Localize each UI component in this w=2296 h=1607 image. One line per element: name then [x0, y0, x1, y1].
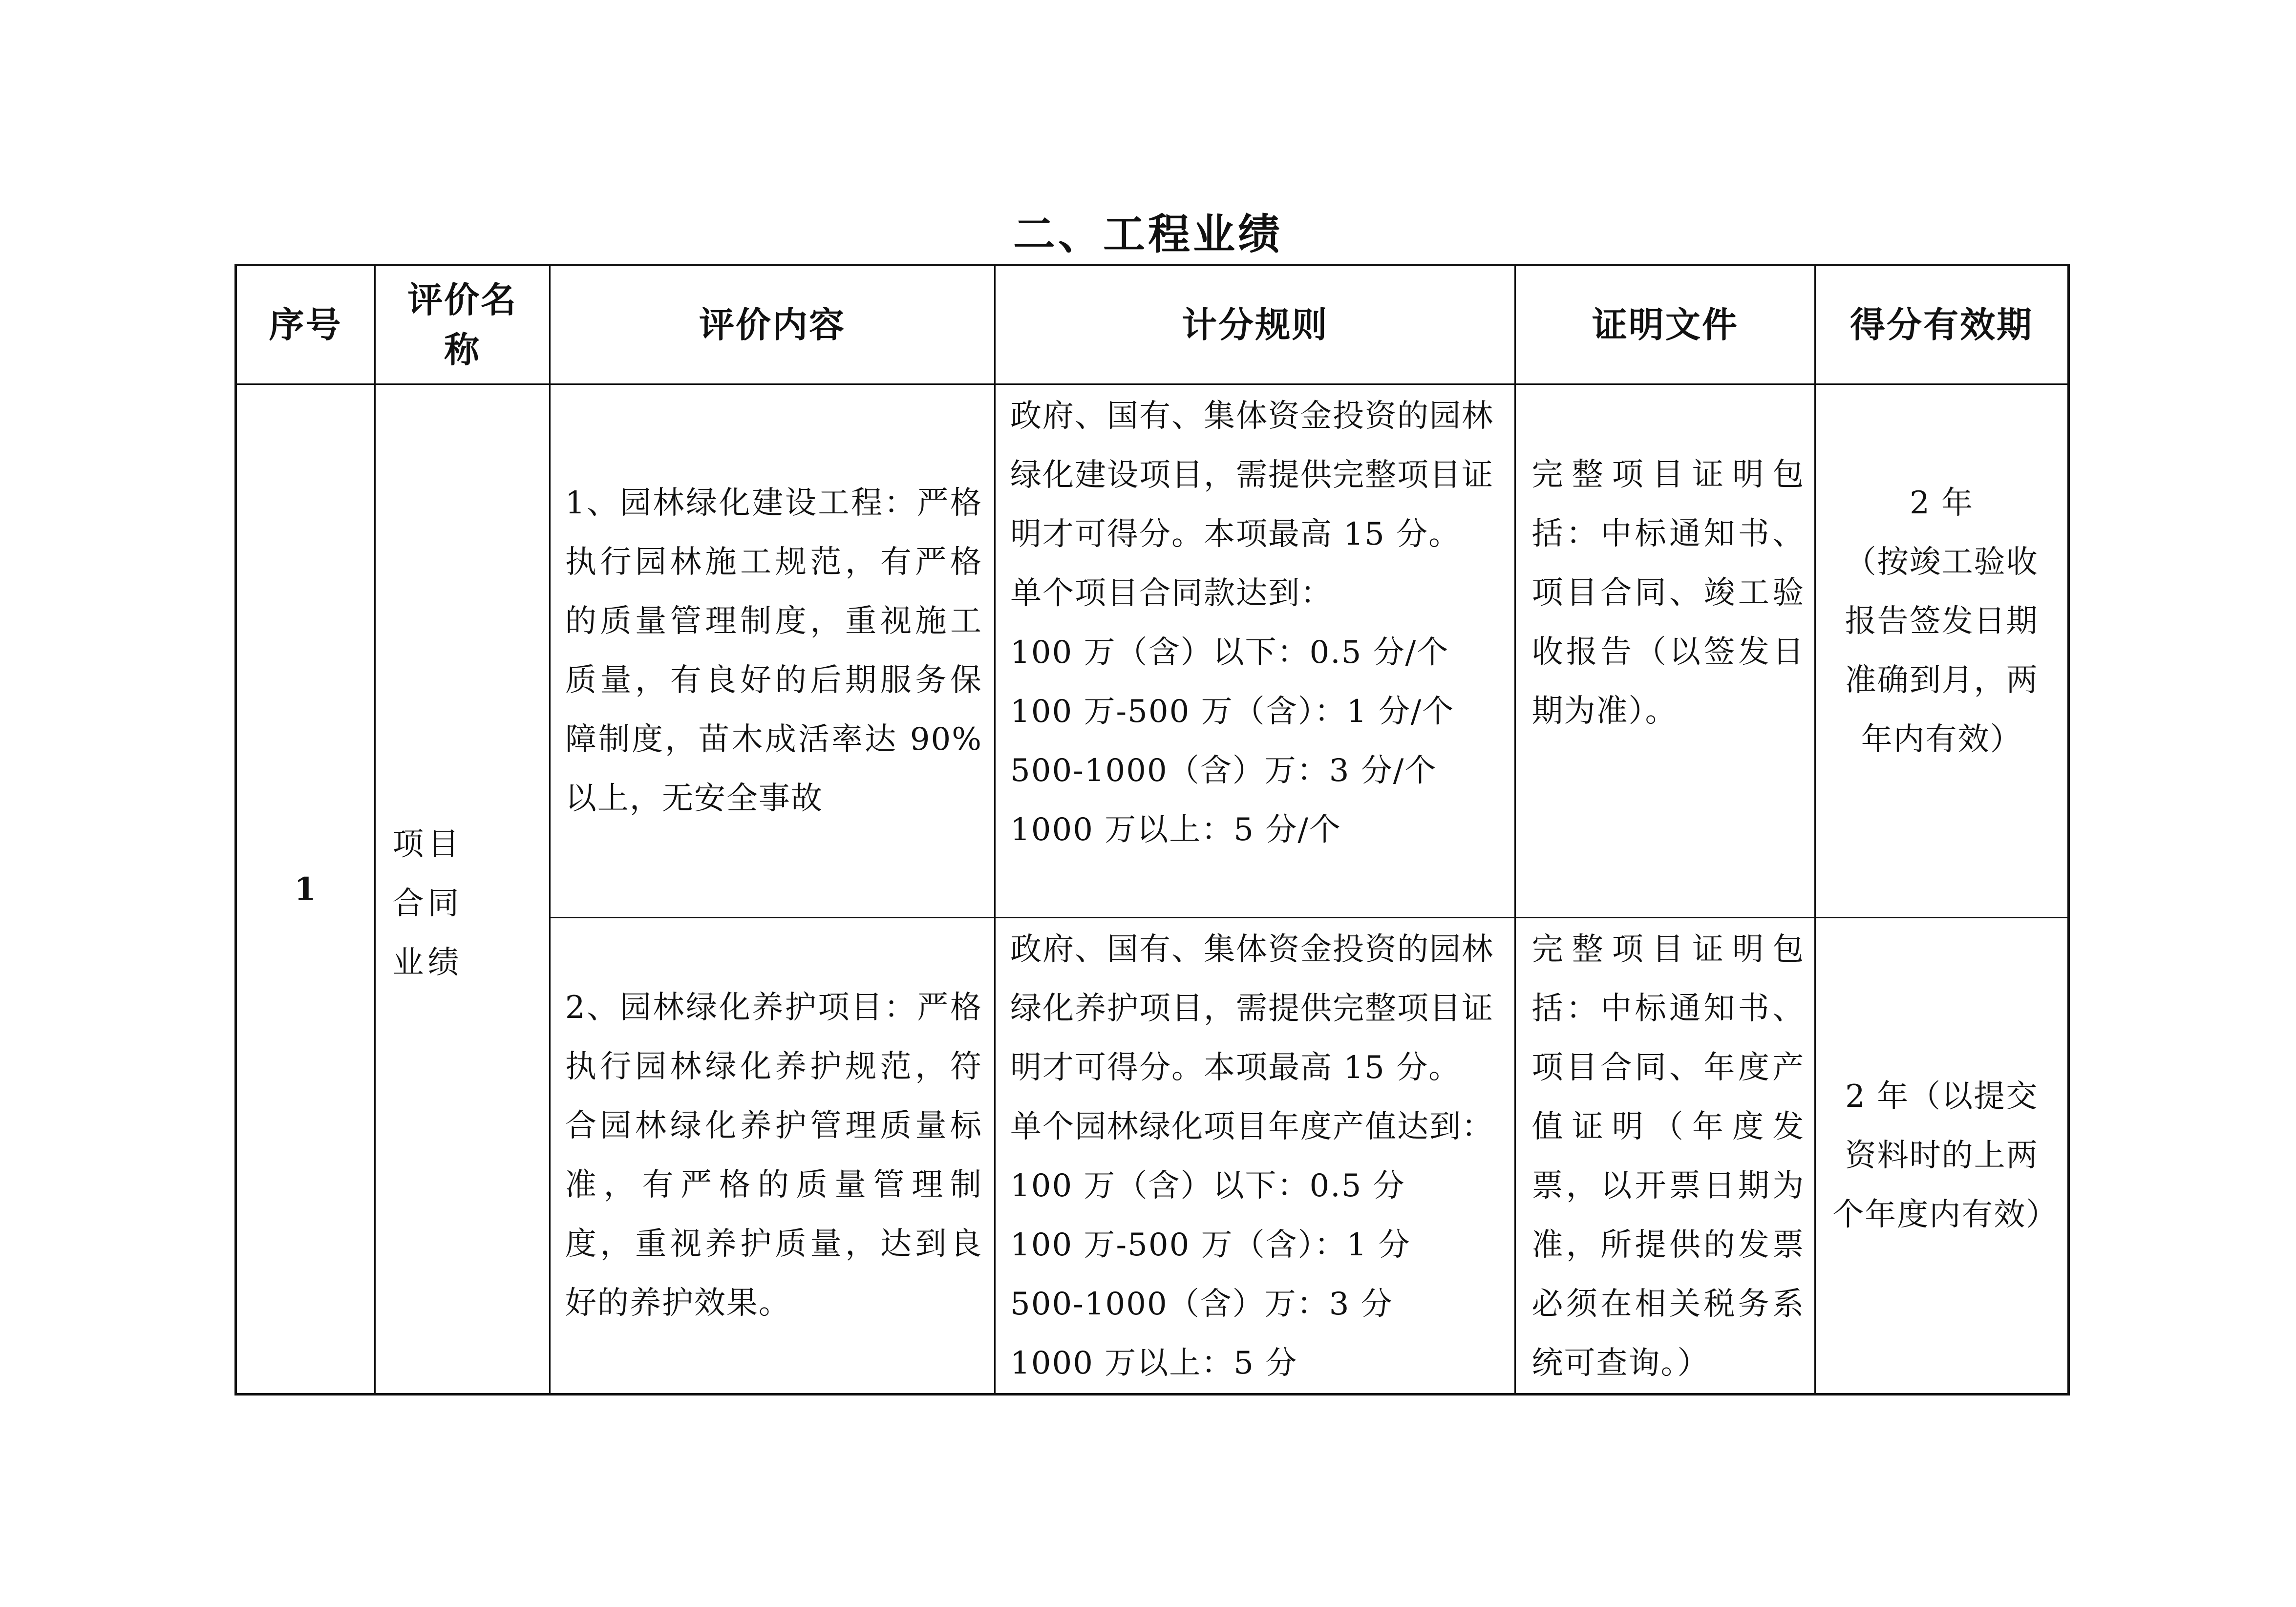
item-1-proof-text: 完整项目证明包括：中标通知书、项目合同、竣工验收报告（以签发日期为准）。 — [1531, 457, 1805, 729]
item-2-rule-line: 明才可得分。本项最高 15 分。 — [1010, 1050, 1461, 1086]
row-name — [375, 384, 550, 1395]
item-1-rule-line: 绿化建设项目，需提供完整项目证 — [1010, 457, 1494, 493]
item-1-content-text: 1、园林绿化建设工程：严格执行园林施工规范，有严格的质量管理制度，重视施工质量，有良好的后期服务保障制度，苗木成活率达 90%以上，无安全事故 — [565, 485, 983, 817]
header-validity: 得分有效期 — [1815, 265, 2069, 384]
header-name — [375, 265, 550, 384]
item-1-rule-line: 政府、国有、集体资金投资的园林 — [1010, 398, 1494, 434]
page-title: 二、工程业绩 — [1013, 210, 1283, 259]
item-1-rule-line: 100 万（含）以下：0.5 分/个 — [1010, 634, 1449, 671]
evaluation-table — [234, 264, 2070, 1396]
item-1-content — [550, 384, 995, 918]
item-1-rule-line: 100 万-500 万（含）：1 分/个 — [1010, 694, 1455, 730]
item-1-validity — [1815, 384, 2069, 918]
header-proof: 证明文件 — [1515, 265, 1815, 384]
item-2-validity-text: 2 年（以提交资料时的上两个年度内有效） — [1832, 1078, 2059, 1233]
item-2-validity — [1815, 918, 2069, 1395]
header-index: 序号 — [236, 265, 375, 384]
table-row — [236, 384, 2069, 918]
row-index: 1 — [236, 384, 375, 1395]
item-1-validity-year: 2 年 — [1910, 485, 1974, 521]
item-2-rule-line: 单个园林绿化项目年度产值达到： — [1010, 1109, 1494, 1145]
item-2-rules — [995, 918, 1515, 1395]
item-1-proof — [1515, 384, 1815, 918]
item-2-content — [550, 918, 995, 1395]
header-content: 评价内容 — [550, 265, 995, 384]
item-2-content-text: 2、园林绿化养护项目：严格执行园林绿化养护规范，符合园林绿化养护管理质量标准，有严格的质量管理制度，重视养护质量，达到良好的养护效果。 — [565, 990, 983, 1321]
header-name-text: 评价名称 — [407, 279, 518, 370]
item-2-proof-text: 完整项目证明包括：中标通知书、项目合同、年度产值证明（年度发票，以开票日期为准，所提供的发票必须在相关税务系统可查询。） — [1531, 931, 1805, 1381]
item-2-rule-line: 500-1000（含）万：3 分 — [1010, 1286, 1393, 1322]
item-1-validity-note: （按竣工验收报告签发日期准确到月，两年内有效） — [1845, 544, 2039, 758]
item-2-rule-line: 100 万-500 万（含）：1 分 — [1010, 1227, 1411, 1263]
item-1-rule-line: 明才可得分。本项最高 15 分。 — [1010, 516, 1461, 552]
item-2-rule-line: 政府、国有、集体资金投资的园林 — [1010, 931, 1494, 968]
item-2-rule-line: 绿化养护项目，需提供完整项目证 — [1010, 991, 1494, 1027]
item-2-rule-line: 100 万（含）以下：0.5 分 — [1010, 1168, 1405, 1204]
item-2-rule-line: 1000 万以上：5 分 — [1010, 1345, 1298, 1381]
table-header-row — [236, 265, 2069, 384]
item-1-rule-line: 单个项目合同款达到： — [1010, 575, 1333, 612]
item-1-rule-line: 1000 万以上：5 分/个 — [1010, 812, 1341, 848]
item-2-proof — [1515, 918, 1815, 1395]
item-1-rule-line: 500-1000（含）万：3 分/个 — [1010, 753, 1437, 789]
row-name-text: 项目合同业绩 — [392, 826, 463, 981]
header-rules: 计分规则 — [995, 265, 1515, 384]
item-1-rules — [995, 384, 1515, 918]
